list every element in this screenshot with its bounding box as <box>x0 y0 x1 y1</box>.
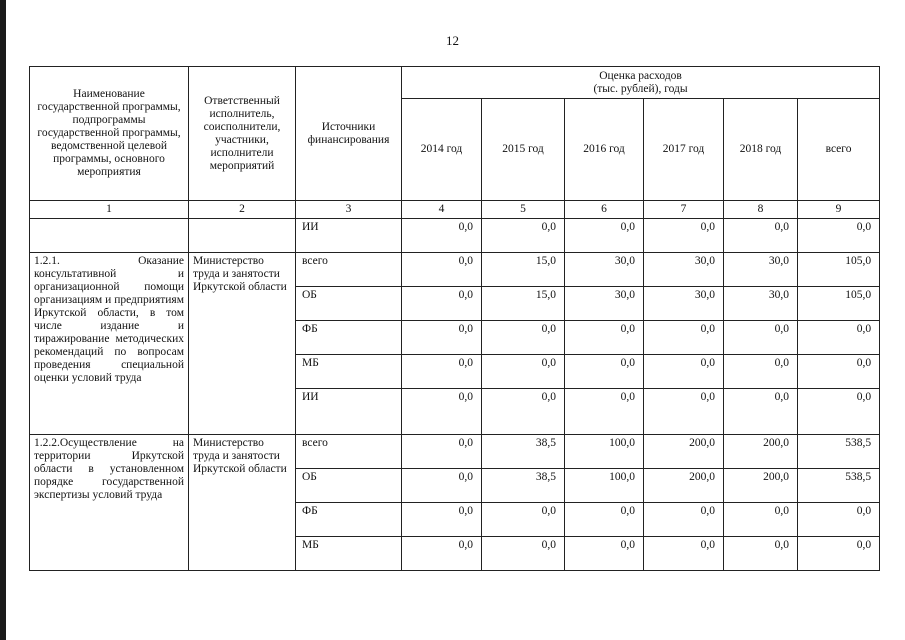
value-cell: 0,0 <box>402 219 482 253</box>
value-cell: 0,0 <box>482 321 565 355</box>
header-estimate-line2: (тыс. рублей), годы <box>593 82 688 95</box>
value-cell: 0,0 <box>565 355 644 389</box>
value-cell: 0,0 <box>644 321 724 355</box>
value-cell: 38,5 <box>482 469 565 503</box>
funding-source: ИИ <box>296 389 402 435</box>
value-cell: 0,0 <box>644 355 724 389</box>
value-cell: 105,0 <box>798 253 880 287</box>
value-cell: 0,0 <box>402 355 482 389</box>
value-cell: 0,0 <box>402 537 482 571</box>
value-cell: 0,0 <box>644 219 724 253</box>
header-year: 2015 год <box>482 99 565 201</box>
column-number: 6 <box>565 201 644 219</box>
header-year-total: всего <box>798 99 880 201</box>
value-cell: 0,0 <box>402 469 482 503</box>
measure-executor: Министерство труда и занятости Иркутской области <box>189 435 296 571</box>
column-number: 9 <box>798 201 880 219</box>
funding-source: ФБ <box>296 503 402 537</box>
value-cell: 0,0 <box>724 503 798 537</box>
value-cell: 100,0 <box>565 469 644 503</box>
value-cell: 0,0 <box>644 503 724 537</box>
value-cell: 38,5 <box>482 435 565 469</box>
header-year: 2018 год <box>724 99 798 201</box>
value-cell: 0,0 <box>644 389 724 435</box>
value-cell: 200,0 <box>724 435 798 469</box>
funding-source: ОБ <box>296 287 402 321</box>
value-cell: 0,0 <box>402 287 482 321</box>
header-row-1 <box>30 67 880 99</box>
header-sources: Источники финансирования <box>296 67 402 201</box>
funding-source: МБ <box>296 537 402 571</box>
measure-name: 1.2.1. Оказание консультативной и организационной помощи организациям и предприятиям Иркутской области, в том числе издание и тиражирование методических рекомендаций по вопросам проведения специальной оценки условий труда <box>30 253 189 435</box>
empty-cell <box>189 219 296 253</box>
value-cell: 0,0 <box>798 355 880 389</box>
column-number: 7 <box>644 201 724 219</box>
value-cell: 538,5 <box>798 469 880 503</box>
value-cell: 0,0 <box>565 321 644 355</box>
value-cell: 0,0 <box>482 219 565 253</box>
value-cell: 0,0 <box>724 537 798 571</box>
value-cell: 0,0 <box>482 503 565 537</box>
value-cell: 0,0 <box>724 389 798 435</box>
column-number: 8 <box>724 201 798 219</box>
page-number: 12 <box>446 33 459 48</box>
value-cell: 0,0 <box>565 537 644 571</box>
column-number: 5 <box>482 201 565 219</box>
funding-source: ИИ <box>296 219 402 253</box>
value-cell: 0,0 <box>402 253 482 287</box>
value-cell: 30,0 <box>565 287 644 321</box>
value-cell: 0,0 <box>482 355 565 389</box>
value-cell: 0,0 <box>482 537 565 571</box>
funding-source: ФБ <box>296 321 402 355</box>
continuation-row <box>30 219 880 253</box>
value-cell: 0,0 <box>402 503 482 537</box>
funding-source: ОБ <box>296 469 402 503</box>
value-cell: 0,0 <box>644 537 724 571</box>
column-number: 4 <box>402 201 482 219</box>
value-cell: 30,0 <box>565 253 644 287</box>
value-cell: 0,0 <box>724 321 798 355</box>
measure-executor: Министерство труда и занятости Иркутской области <box>189 253 296 435</box>
value-cell: 0,0 <box>798 321 880 355</box>
value-cell: 200,0 <box>644 435 724 469</box>
column-number: 1 <box>30 201 189 219</box>
value-cell: 30,0 <box>644 253 724 287</box>
value-cell: 0,0 <box>482 389 565 435</box>
scan-edge <box>0 0 6 640</box>
column-number: 3 <box>296 201 402 219</box>
value-cell: 30,0 <box>724 287 798 321</box>
funding-source: МБ <box>296 355 402 389</box>
value-cell: 0,0 <box>798 503 880 537</box>
header-estimate <box>402 67 880 99</box>
value-cell: 30,0 <box>724 253 798 287</box>
value-cell: 105,0 <box>798 287 880 321</box>
value-cell: 0,0 <box>565 503 644 537</box>
funding-source: всего <box>296 435 402 469</box>
value-cell: 0,0 <box>798 537 880 571</box>
value-cell: 0,0 <box>402 321 482 355</box>
measure-name: 1.2.2.Осуществление на территории Иркутской области в установленном порядке государственной экспертизы условий труда <box>30 435 189 571</box>
funding-source: всего <box>296 253 402 287</box>
value-cell: 100,0 <box>565 435 644 469</box>
table-row <box>30 435 880 469</box>
value-cell: 15,0 <box>482 253 565 287</box>
value-cell: 0,0 <box>402 389 482 435</box>
value-cell: 15,0 <box>482 287 565 321</box>
value-cell: 0,0 <box>724 219 798 253</box>
header-year: 2016 год <box>565 99 644 201</box>
value-cell: 0,0 <box>565 219 644 253</box>
value-cell: 200,0 <box>644 469 724 503</box>
value-cell: 200,0 <box>724 469 798 503</box>
header-year: 2017 год <box>644 99 724 201</box>
value-cell: 0,0 <box>402 435 482 469</box>
column-number-row <box>30 201 880 219</box>
expense-table <box>29 66 880 571</box>
empty-cell <box>30 219 189 253</box>
table-row <box>30 253 880 287</box>
value-cell: 0,0 <box>798 219 880 253</box>
value-cell: 538,5 <box>798 435 880 469</box>
value-cell: 0,0 <box>798 389 880 435</box>
column-number: 2 <box>189 201 296 219</box>
header-year: 2014 год <box>402 99 482 201</box>
value-cell: 30,0 <box>644 287 724 321</box>
header-executor: Ответственный исполнитель, соисполнители, участники, исполнители мероприятий <box>189 67 296 201</box>
header-program-name: Наименование государственной программы, подпрограммы государственной программы, ведомственной целевой программы, основного мероприятия <box>30 67 189 201</box>
value-cell: 0,0 <box>724 355 798 389</box>
header-estimate-line1: Оценка расходов <box>599 69 682 82</box>
value-cell: 0,0 <box>565 389 644 435</box>
